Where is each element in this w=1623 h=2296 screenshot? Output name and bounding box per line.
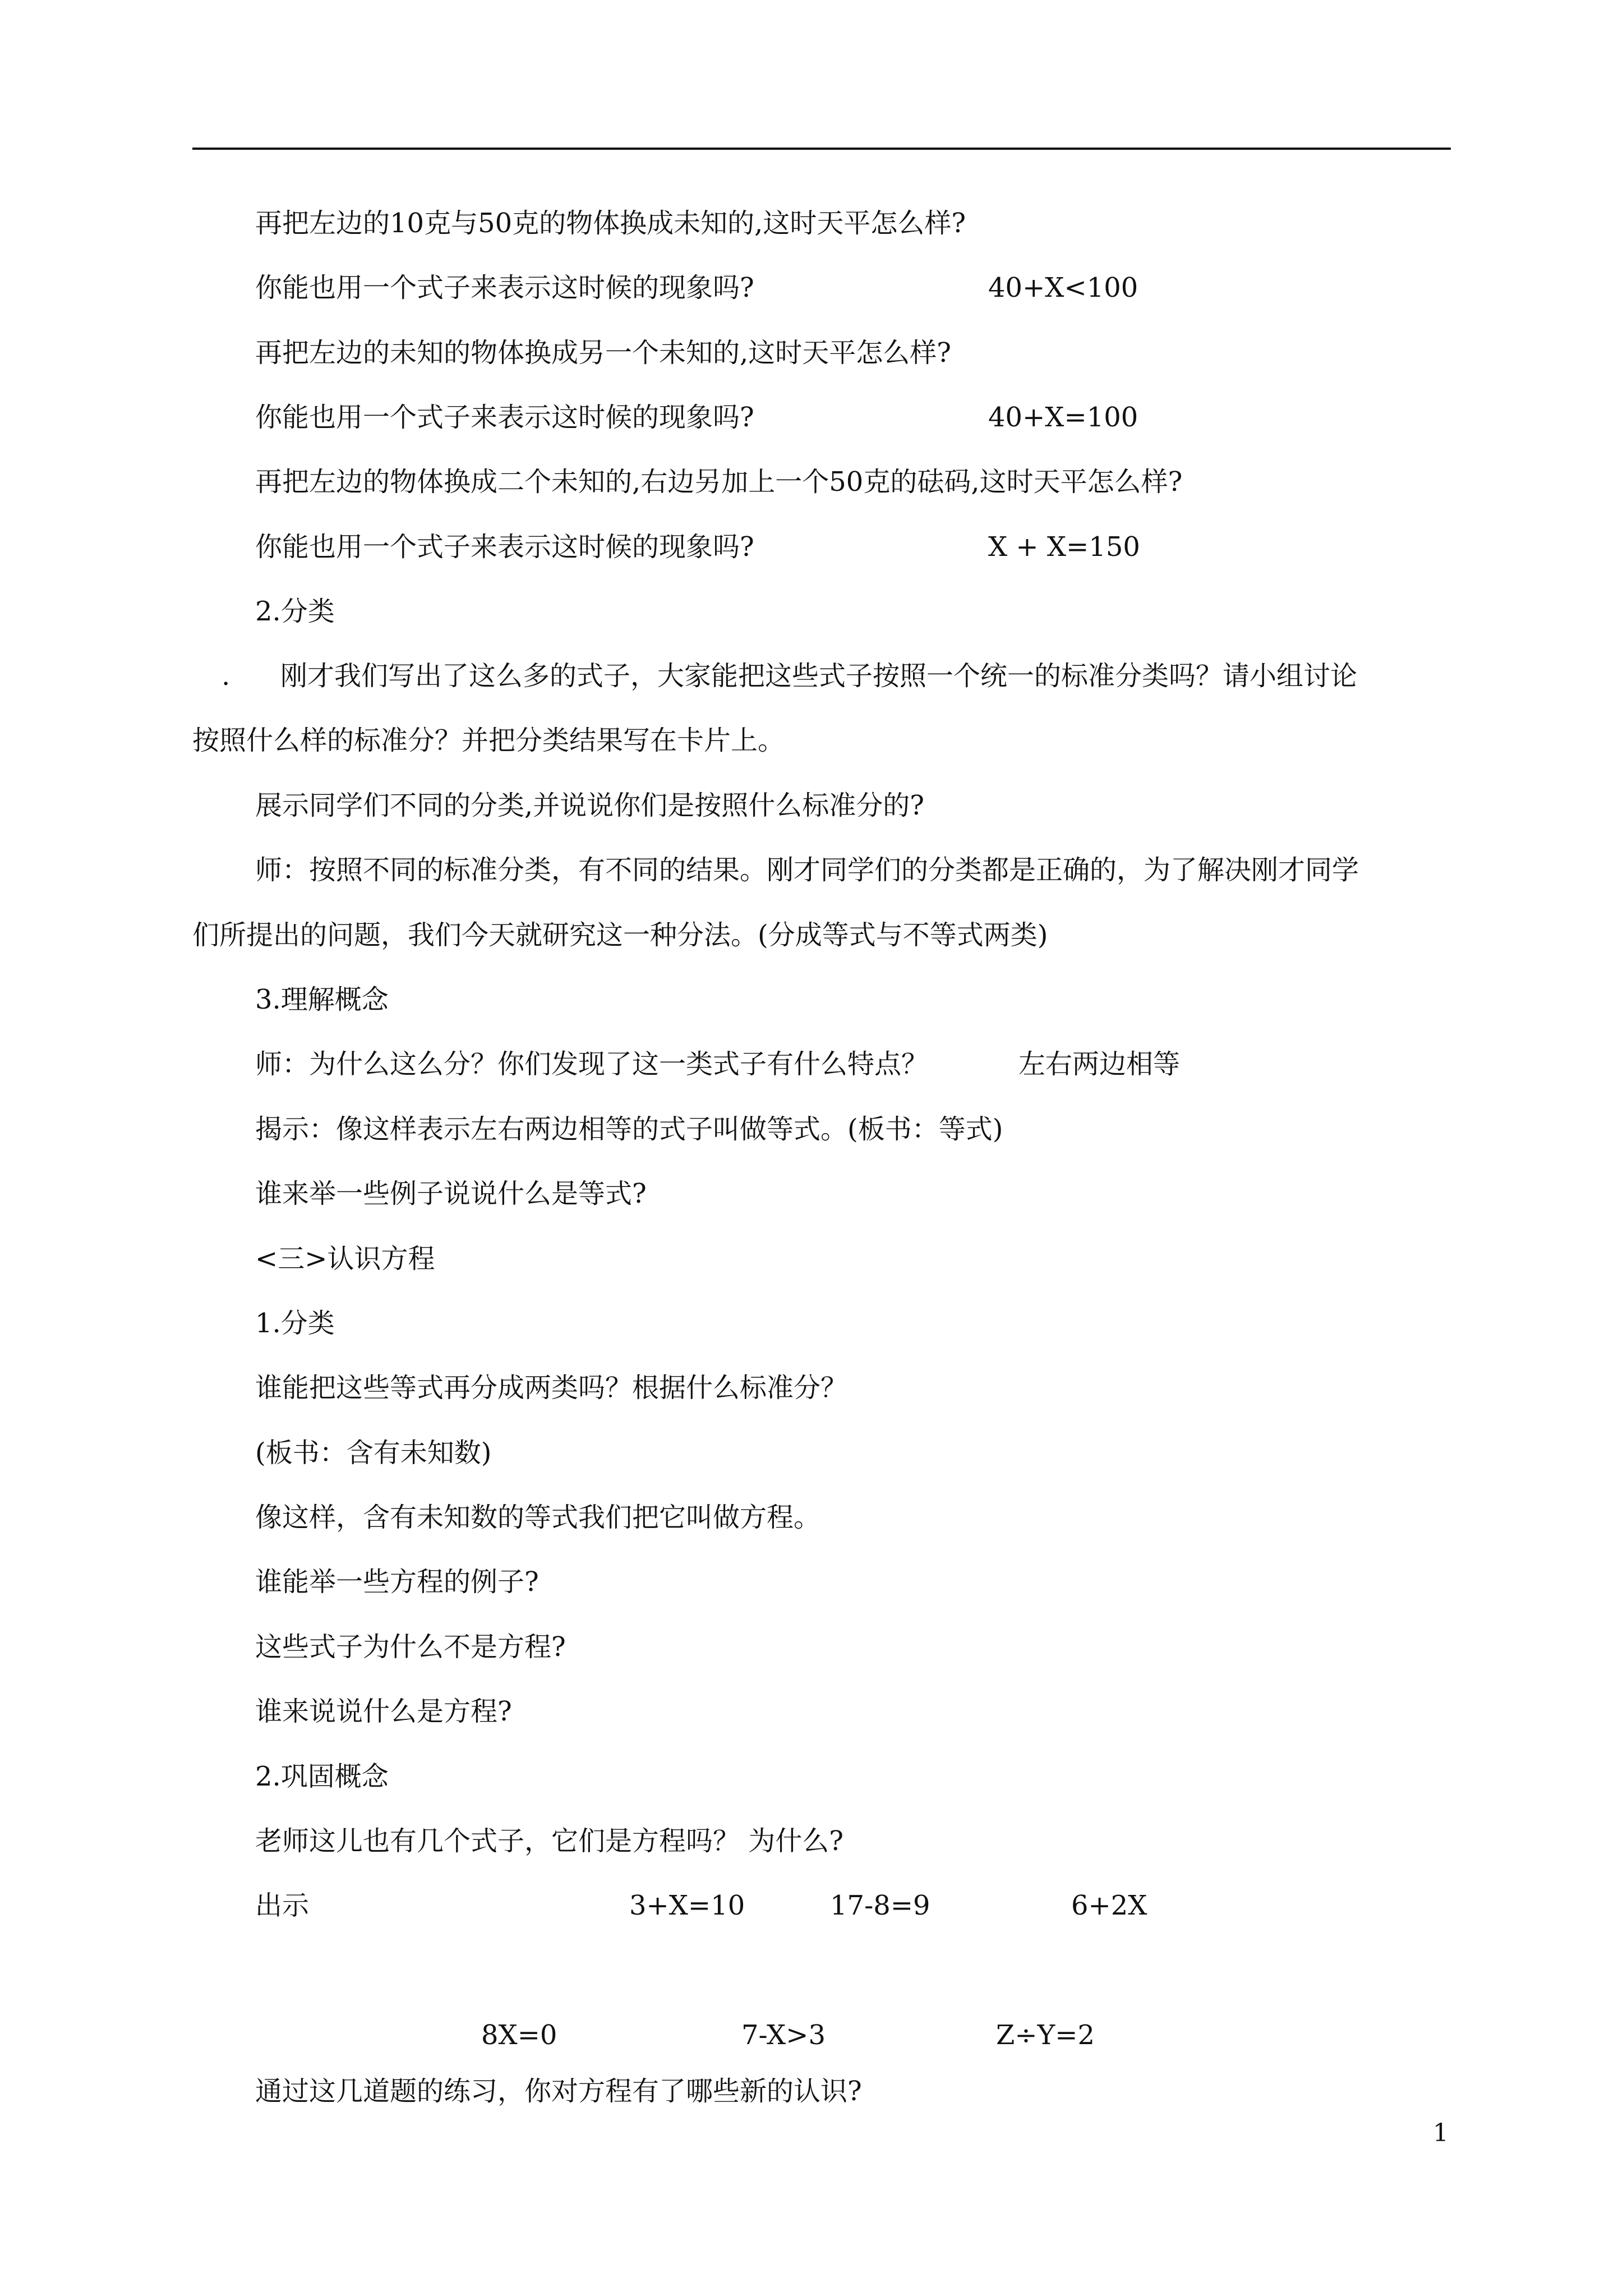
text-line: 展示同学们不同的分类,并说说你们是按照什么标准分的?: [255, 790, 924, 821]
expression: 6+2X: [1071, 1890, 1147, 1921]
section-heading: <三>认识方程: [255, 1243, 435, 1274]
text-line: 师：按照不同的标准分类，有不同的结果。刚才同学们的分类都是正确的，为了解决刚才同学: [255, 854, 1359, 886]
text-line: 你能也用一个式子来表示这时候的现象吗?: [255, 272, 754, 303]
text-line: 再把左边的未知的物体换成另一个未知的,这时天平怎么样?: [255, 337, 951, 369]
text-line: 揭示：像这样表示左右两边相等的式子叫做等式。(板书：等式): [255, 1114, 1003, 1145]
text-line: (板书：含有未知数): [255, 1437, 492, 1469]
text-line: 谁能举一些方程的例子?: [255, 1566, 539, 1598]
expression: 7-X>3: [741, 2019, 826, 2051]
expression: 8X=0: [481, 2019, 557, 2051]
page-number: 1: [1433, 2119, 1449, 2147]
section-heading: 2.分类: [255, 596, 335, 627]
text-line: 你能也用一个式子来表示这时候的现象吗?: [255, 531, 754, 563]
text-line: 师：为什么这么分？你们发现了这一类式子有什么特点？: [255, 1048, 929, 1080]
text-line: 按照什么样的标准分？并把分类结果写在卡片上。: [192, 725, 785, 756]
text-line: 刚才我们写出了这么多的式子，大家能把这些式子按照一个统一的标准分类吗？请小组讨论: [280, 660, 1358, 692]
formula: 40+X<100: [988, 272, 1138, 303]
section-heading: 1.分类: [255, 1308, 335, 1339]
text-line: 通过这几道题的练习，你对方程有了哪些新的认识?: [255, 2076, 862, 2107]
expression: Z÷Y=2: [996, 2019, 1095, 2051]
text-line: 再把左边的10克与50克的物体换成未知的,这时天平怎么样?: [255, 208, 966, 239]
expression: 17-8=9: [830, 1890, 930, 1921]
text-line: 谁来举一些例子说说什么是等式?: [255, 1178, 647, 1209]
formula: X + X=150: [988, 531, 1140, 563]
text-line: 像这样，含有未知数的等式我们把它叫做方程。: [255, 1502, 821, 1533]
formula: 40+X=100: [988, 402, 1138, 433]
text-line: 这些式子为什么不是方程?: [255, 1631, 566, 1663]
bullet-mark: .: [222, 660, 230, 692]
text-line: 老师这儿也有几个式子，它们是方程吗？ 为什么?: [255, 1825, 843, 1857]
expression: 3+X=10: [629, 1890, 745, 1921]
text-line: 再把左边的物体换成二个未知的,右边另加上一个50克的砝码,这时天平怎么样?: [255, 466, 1183, 498]
text-line: 你能也用一个式子来表示这时候的现象吗?: [255, 402, 754, 433]
section-heading: 3.理解概念: [255, 984, 389, 1015]
text-line: 谁能把这些等式再分成两类吗？根据什么标准分？: [255, 1372, 848, 1404]
header-rule: [192, 148, 1451, 150]
text-line: 们所提出的问题，我们今天就研究这一种分法。(分成等式与不等式两类): [192, 919, 1048, 951]
answer-text: 左右两边相等: [1018, 1048, 1181, 1080]
text-line: 出示: [255, 1890, 310, 1921]
text-line: 谁来说说什么是方程?: [255, 1696, 512, 1727]
section-heading: 2.巩固概念: [255, 1761, 389, 1792]
